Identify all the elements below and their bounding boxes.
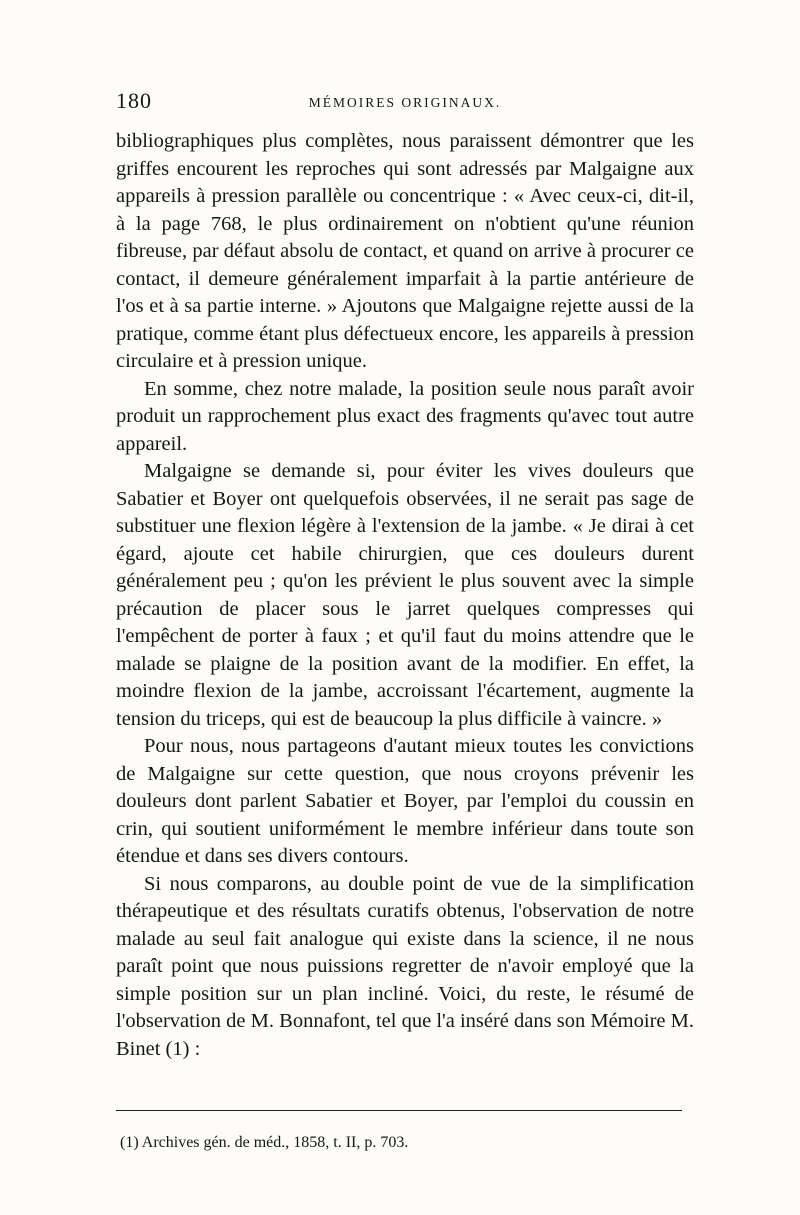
paragraph-continued: bibliographiques plus complètes, nous paraissent démontrer que les griffes encourent les reproches qui sont adressés par Malgaigne aux appareils à pression parallèle ou concentrique : « Avec ceux-ci, dit-il, à la page 768, le plus ordinairement on n'obtient qu'une réunion fibreuse, par défaut absolu de contact, et quand on arrive à procurer ce contact, il demeure généralement imparfait à la partie antérieure de l'os et à sa partie interne. » Ajoutons que Malgaigne rejette aussi de la pratique, comme étant plus défectueux encore, les appareils à pression circulaire et à pression unique. (116, 130, 694, 372)
page-number: 180 (116, 88, 152, 113)
page-header (116, 88, 694, 118)
paragraph: Malgaigne se demande si, pour éviter les vives douleurs que Sabatier et Boyer ont quelquefois observées, il ne serait pas sage de substituer une flexion légère à l'extension de la jambe. « Je dirai à cet égard, ajoute cet habile chirurgien, que ces douleurs durent généralement peu ; qu'on les prévient le plus souvent avec la simple précaution de placer sous le jarret quelques compresses qui l'empêchent de porter à faux ; et qu'il faut du moins attendre que le malade se plaigne de la position avant de la modifier. En effet, la moindre flexion de la jambe, accroissant l'écartement, augmente la tension du triceps, qui est de beaucoup la plus difficile à vaincre. » (116, 460, 694, 730)
body-text (116, 128, 694, 1063)
footnote: (1) Archives gén. de méd., 1858, t. II, p. 703. (120, 1134, 409, 1151)
running-title: MÉMOIRES ORIGINAUX. (308, 95, 502, 110)
paragraph: En somme, chez notre malade, la position seule nous paraît avoir produit un rapprochement plus exact des fragments qu'avec tout autre appareil. (116, 377, 694, 455)
paragraph: Pour nous, nous partageons d'autant mieux toutes les convictions de Malgaigne sur cette question, que nous croyons prévenir les douleurs dont parlent Sabatier et Boyer, par l'emploi du coussin en crin, qui soutient uniformément le membre inférieur dans toute son étendue et dans ses divers contours. (116, 735, 694, 867)
paragraph: Si nous comparons, au double point de vue de la simplification thérapeutique et des résultats curatifs obtenus, l'observation de notre malade au seul fait analogue qui existe dans la science, il ne nous paraît point que nous puissions regretter de n'avoir employé que la simple position sur un plan incliné. Voici, du reste, le résumé de l'observation de M. Bonnafont, tel que l'a inséré dans son Mémoire M. Binet (1) : (116, 872, 694, 1060)
footnote-divider (116, 1110, 682, 1111)
